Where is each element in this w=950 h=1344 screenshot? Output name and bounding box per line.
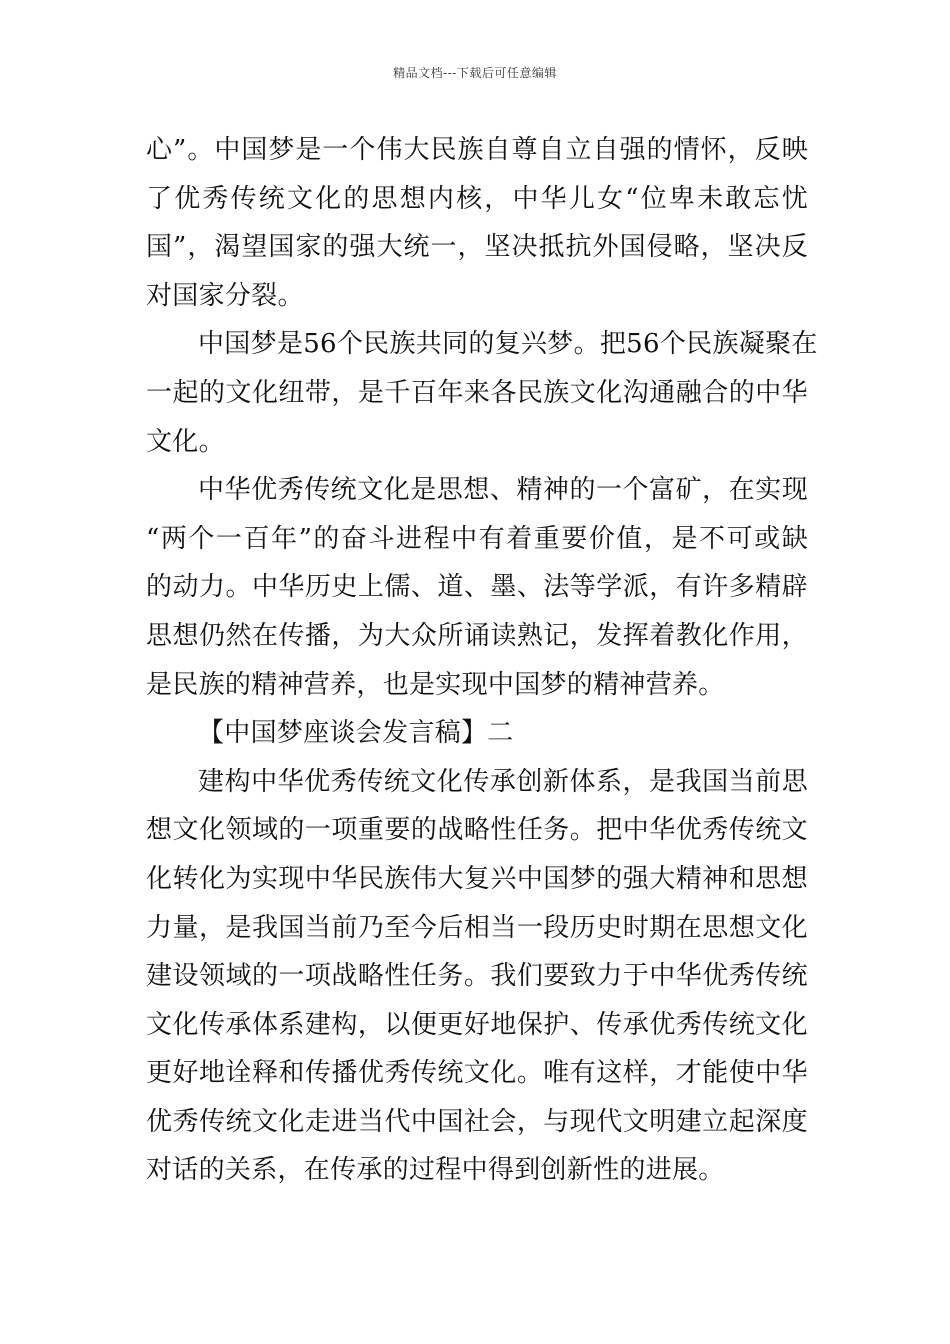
page-header: 精品文档---下载后可任意编辑: [393, 66, 557, 80]
text-line: 建设领域的一项战略性任务。我们要致力于中华优秀传统: [146, 961, 808, 992]
text-line: 文化。: [146, 426, 225, 457]
body-text: [146, 126, 818, 1195]
text-line: 的动力。中华历史上儒、道、墨、法等学派，有许多精辟: [146, 572, 808, 603]
section-heading: 【中国梦座谈会发言稿】二: [198, 718, 514, 749]
text-line: 力量，是我国当前乃至今后相当一段历史时期在思想文化: [146, 912, 808, 943]
text-line: 想文化领域的一项重要的战略性任务。把中华优秀传统文: [146, 815, 808, 846]
text-line: 对国家分裂。: [146, 280, 304, 311]
text-line: 是民族的精神营养，也是实现中国梦的精神营养。: [146, 669, 725, 700]
text-line: 文化传承体系建构，以便更好地保护、传承优秀传统文化: [146, 1009, 808, 1040]
text-line: “两个一百年”的奋斗进程中有着重要价值，是不可或缺: [146, 523, 808, 554]
text-line: 更好地诠释和传播优秀传统文化。唯有这样，才能使中华: [146, 1058, 808, 1089]
text-line: 了优秀传统文化的思想内核，中华儿女“位卑未敢忘忧: [146, 183, 808, 214]
text-line: 国”，渴望国家的强大统一，坚决抵抗外国侵略，坚决反: [146, 232, 808, 263]
paragraph-first-line: 建构中华优秀传统文化传承创新体系，是我国当前思: [198, 766, 808, 797]
text-line: 思想仍然在传播，为大众所诵读熟记，发挥着教化作用，: [146, 620, 808, 651]
text-line: 心”。中国梦是一个伟大民族自尊自立自强的情怀，反映: [146, 135, 808, 165]
paragraph-first-line: 中华优秀传统文化是思想、精神的一个富矿，在实现: [198, 475, 808, 506]
text-line: 优秀传统文化走进当代中国社会，与现代文明建立起深度: [146, 1106, 808, 1137]
text-line: 一起的文化纽带，是千百年来各民族文化沟通融合的中华: [146, 377, 808, 408]
text-line: 化转化为实现中华民族伟大复兴中国梦的强大精神和思想: [146, 863, 808, 894]
paragraph-first-line: 中国梦是56个民族共同的复兴梦。把56个民族凝聚在: [198, 329, 818, 360]
text-line: 对话的关系，在传承的过程中得到创新性的进展。: [146, 1155, 725, 1186]
